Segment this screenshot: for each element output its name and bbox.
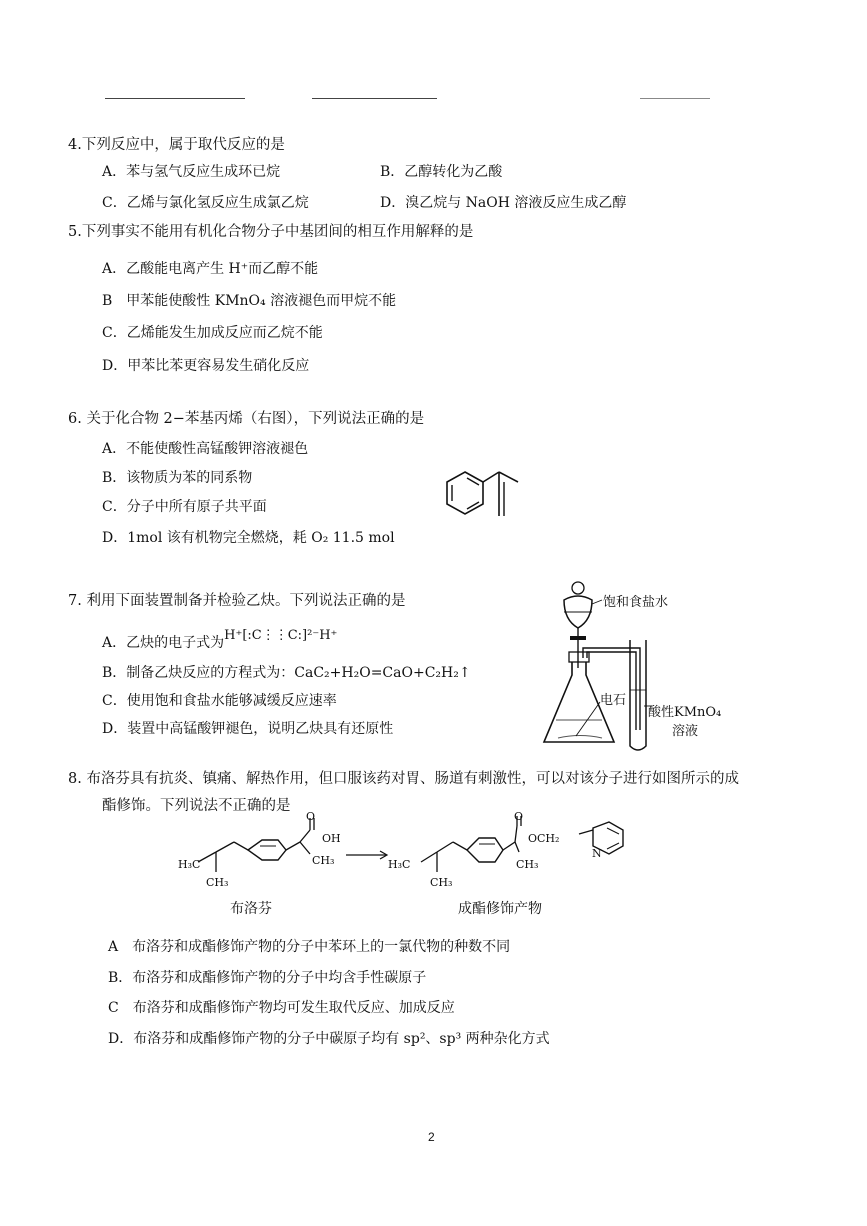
q7-option-d: D．装置中高锰酸钾褪色，说明乙炔具有还原性 <box>102 721 394 737</box>
q6-option-d: D．1mol 该有机物完全燃烧，耗 O₂ 11.5 mol <box>102 530 395 546</box>
q7-option-a <box>102 628 338 653</box>
ibuprofen-ch3-side: CH₃ <box>312 854 335 867</box>
q8-option-c: C 布洛芬和成酯修饰产物均可发生取代反应、加成反应 <box>108 1000 455 1016</box>
q4-option-b: B．乙醇转化为乙酸 <box>380 164 503 180</box>
ester-ch3-side: CH₃ <box>516 858 539 871</box>
q4-option-a: A．苯与氢气反应生成环已烷 <box>102 164 281 180</box>
q7-option-b: B．制备乙炔反应的方程式为：CaC₂+H₂O=CaO+C₂H₂↑ <box>102 665 471 681</box>
label-calcium-carbide: 电石 <box>600 693 627 708</box>
q5-option-b: B 甲苯能使酸性 KMnO₄ 溶液褪色而甲烷不能 <box>102 293 397 309</box>
q5-option-a: A．乙酸能电离产生 H⁺而乙醇不能 <box>102 261 319 277</box>
q6-option-c: C．分子中所有原子共平面 <box>102 499 267 515</box>
phenylpropene-structure <box>440 460 560 550</box>
q7-option-a-prefix: A．乙炔的电子式为 <box>102 635 225 651</box>
label-ibuprofen: 布洛芬 <box>230 901 272 917</box>
q4-stem: 4.下列反应中，属于取代反应的是 <box>68 137 285 153</box>
q5-stem: 5.下列事实不能用有机化合物分子中基团间的相互作用解释的是 <box>68 224 474 240</box>
ibuprofen-benzene-ring <box>248 840 286 860</box>
label-saturated-brine: 饱和食盐水 <box>603 595 669 610</box>
q8-option-d: D．布洛芬和成酯修饰产物的分子中碳原子均有 sp²、sp³ 两种杂化方式 <box>108 1031 550 1047</box>
ibuprofen-h3c: H₃C <box>178 858 201 871</box>
pyridine-n: N <box>592 847 602 860</box>
q7-stem: 7. 利用下面装置制备并检验乙炔。下列说法正确的是 <box>68 593 406 609</box>
q5-option-d: D．甲苯比苯更容易发生硝化反应 <box>102 358 310 374</box>
header-rule-right <box>640 98 710 99</box>
ester-benzene-ring <box>467 838 503 862</box>
q4-option-c: C．乙烯与氯化氢反应生成氯乙烷 <box>102 195 309 211</box>
q7-option-c: C．使用饱和食盐水能够减缓反应速率 <box>102 693 337 709</box>
acetylene-electron-formula: H⁺[:C⋮⋮C:]²⁻H⁺ <box>224 628 338 643</box>
ester-och2: OCH₂ <box>528 832 560 845</box>
q6-option-b: B．该物质为苯的同系物 <box>102 470 253 486</box>
ibuprofen-ch3-bottom: CH₃ <box>206 876 229 889</box>
page-number: 2 <box>428 1130 435 1144</box>
q5-option-c: C．乙烯能发生加成反应而乙烷不能 <box>102 325 323 341</box>
ester-o: O <box>514 810 524 823</box>
ester-h3c: H₃C <box>388 858 411 871</box>
label-ester-product: 成酯修饰产物 <box>458 901 542 917</box>
reaction-arrow <box>346 850 392 860</box>
q4-option-d: D．溴乙烷与 NaOH 溶液反应生成乙醇 <box>380 195 627 211</box>
ibuprofen-o: O <box>306 810 316 823</box>
q8-stem-line2: 酯修饰。下列说法不正确的是 <box>102 798 291 814</box>
ester-ch3-bottom: CH₃ <box>430 876 453 889</box>
q8-option-b: B．布洛芬和成酯修饰产物的分子中均含手性碳原子 <box>108 970 427 986</box>
q8-option-a: A 布洛芬和成酯修饰产物的分子中苯环上的一氯代物的种数不同 <box>108 939 511 955</box>
label-solution: 溶液 <box>672 724 699 739</box>
q8-stem-line1: 8. 布洛芬具有抗炎、镇痛、解热作用，但口服该药对胃、肠道有刺激性，可以对该分子进行如图所示的成 <box>68 771 739 787</box>
header-rule-middle <box>312 98 437 99</box>
ibuprofen-oh: OH <box>322 832 341 845</box>
q6-stem: 6. 关于化合物 2−苯基丙烯（右图），下列说法正确的是 <box>68 411 425 427</box>
q6-option-a: A．不能使酸性高锰酸钾溶液褪色 <box>102 441 309 457</box>
header-rule-left <box>105 98 245 99</box>
label-acidic-kmno4: 酸性KMnO₄ <box>648 705 722 720</box>
